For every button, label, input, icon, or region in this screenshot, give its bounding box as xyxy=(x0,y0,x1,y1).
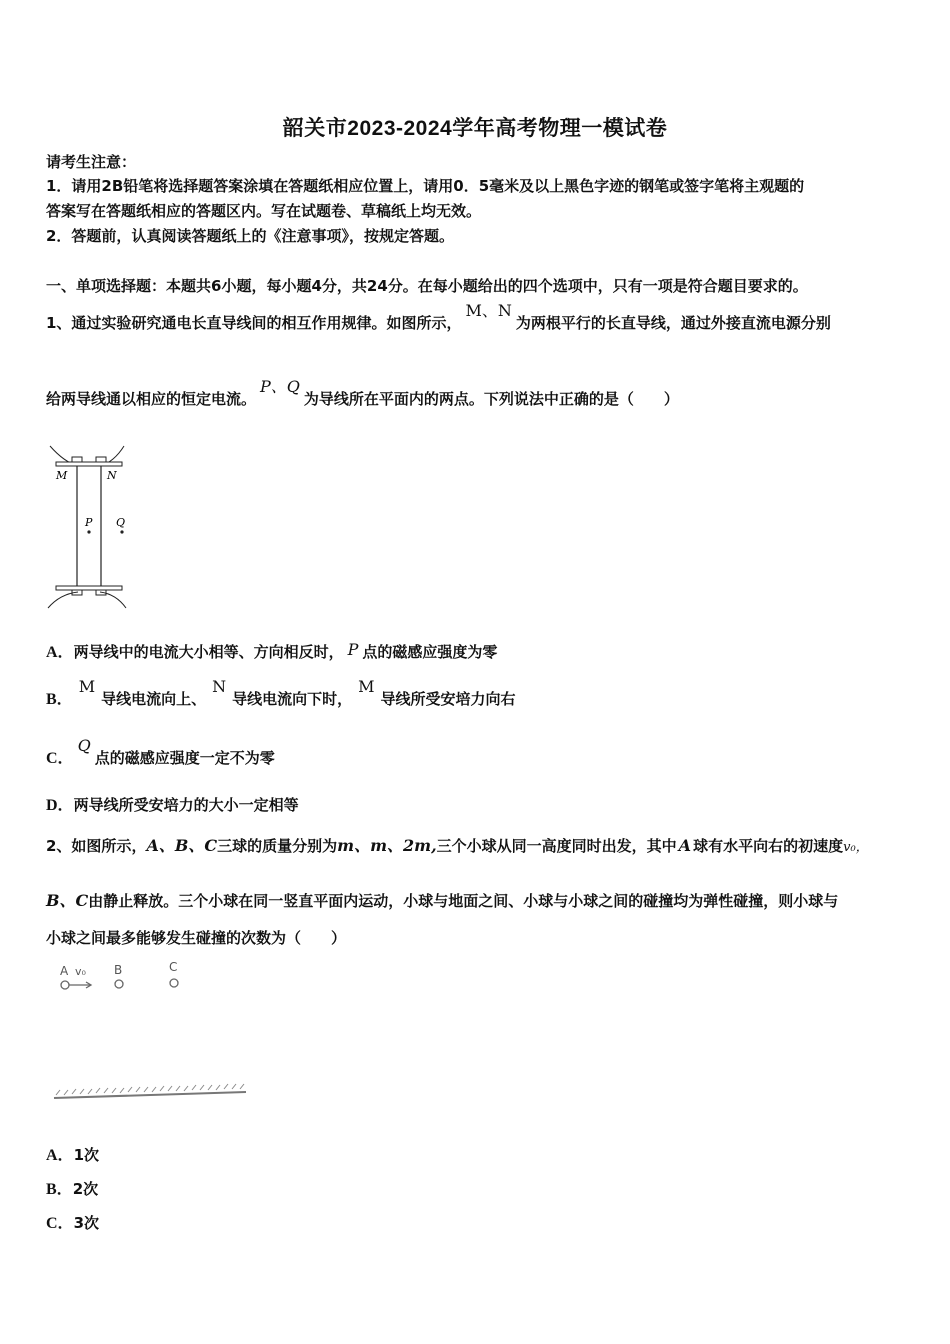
section1-heading: 一、单项选择题：本题共6小题，每小题4分，共24分。在每小题给出的四个选项中，只有一项是符合题目要求的。 xyxy=(46,277,808,295)
notice-item2: 2．答题前，认真阅读答题纸上的《注意事项》，按规定答题。 xyxy=(46,227,454,245)
label-m: M xyxy=(56,469,68,482)
q1-option-d-label: D． xyxy=(46,797,74,814)
q1-option-b-text2: 导线电流向下时， xyxy=(232,690,353,708)
v0-label: v₀ xyxy=(75,965,86,978)
q2-line1-text-a: 2、如图所示， xyxy=(46,837,147,855)
q1-option-b-symbol3: M xyxy=(358,677,375,696)
q1-line2 xyxy=(46,377,679,410)
ball-b-label: B xyxy=(114,963,123,977)
q1-option-c-symbol: Q xyxy=(77,736,91,755)
notice-item1-line1: 1．请用2B铅笔将选择题答案涂填在答题纸相应位置上，请用0．5毫米及以上黑色字迹的钢笔或签字笔将主观题的 xyxy=(46,177,805,195)
q2-option-b-text: 2次 xyxy=(72,1180,99,1198)
top-bar xyxy=(56,462,122,466)
q1-option-b-text1: 导线电流向上、 xyxy=(101,690,207,708)
q2-line1-a-ball: A xyxy=(678,836,692,855)
q1-line1-text-a: 1、通过实验研究通电长直导线间的相互作用规律。如图所示， xyxy=(46,314,462,332)
q1-line1-text-b: 为两根平行的长直导线，通过外接直流电源分别 xyxy=(515,314,831,332)
q2-line1 xyxy=(46,835,869,859)
q1-line2-symbols: P、Q xyxy=(260,377,300,396)
page-title: 韶关市2023-2024学年高考物理一模试卷 xyxy=(282,117,668,140)
q1-option-a-symbol: P xyxy=(347,640,359,659)
point-p-dot xyxy=(87,530,90,533)
point-q-dot xyxy=(120,530,123,533)
q1-option-b-symbol2: N xyxy=(212,677,227,696)
q2-line1-abc: A、B、C xyxy=(146,836,218,855)
q1-option-b-label: B． xyxy=(46,691,73,708)
q1-option-b-symbol1: M xyxy=(78,677,96,696)
notice-item1-line2: 答案写在答题纸相应的答题区内。写在试题卷、草稿纸上均无效。 xyxy=(46,202,482,220)
q2-line3: 小球之间最多能够发生碰撞的次数为（ ） xyxy=(46,929,347,947)
label-q: Q xyxy=(116,516,126,529)
q1-line1 xyxy=(46,301,831,334)
q1-option-a-text1: 两导线中的电流大小相等、方向相反时， xyxy=(73,643,344,661)
q1-option-c-text: 点的磁感应强度一定不为零 xyxy=(94,749,275,767)
q1-option-b[interactable] xyxy=(46,677,516,711)
q1-option-b-text3: 导线所受安培力向右 xyxy=(380,690,516,708)
q2-line1-text-b: 三球的质量分别为 xyxy=(217,837,338,855)
q1-wires-figure xyxy=(40,442,140,612)
q1-option-a-text2: 点的磁感应强度为零 xyxy=(362,643,498,661)
q2-option-a-text: 1次 xyxy=(73,1146,99,1164)
q1-option-d[interactable] xyxy=(46,794,299,817)
q1-option-a-label: A． xyxy=(46,644,74,661)
top-clamp-right xyxy=(96,457,106,462)
q2-balls-figure xyxy=(50,958,260,1108)
q1-option-c[interactable] xyxy=(46,736,275,770)
label-n: N xyxy=(107,469,117,482)
q2-line1-v0: v₀， xyxy=(843,840,869,855)
q2-line1-text-d: 球有水平向右的初速度 xyxy=(693,837,844,855)
q1-option-c-label: C． xyxy=(46,750,74,767)
q2-line2-text: 由静止释放。三个小球在同一竖直平面内运动，小球与地面之间、小球与小球之间的碰撞均为弹性碰撞，则小球与 xyxy=(88,892,839,910)
bottom-bar xyxy=(56,586,122,590)
q2-line1-masses: m、m、2m, xyxy=(337,836,437,855)
label-p: P xyxy=(85,516,93,529)
q2-option-a-label: A． xyxy=(46,1147,74,1164)
ball-a-label: A xyxy=(60,964,69,978)
q1-line1-symbols: M、N xyxy=(465,301,512,320)
q2-option-c-label: C． xyxy=(46,1215,74,1232)
q2-option-a[interactable] xyxy=(46,1144,99,1167)
ball-a xyxy=(61,981,69,989)
ball-b xyxy=(115,980,123,988)
q2-line2-bc: B、C xyxy=(46,891,89,910)
q1-line2-text-b: 为导线所在平面内的两点。下列说法中正确的是（ ） xyxy=(303,390,679,408)
q1-option-a[interactable] xyxy=(46,641,497,664)
q2-option-b-label: B． xyxy=(46,1181,73,1198)
ball-c-label: C xyxy=(169,960,178,974)
q2-option-b[interactable] xyxy=(46,1178,98,1201)
q2-option-c-text: 3次 xyxy=(73,1214,99,1232)
q2-line2 xyxy=(46,890,838,912)
q2-line1-text-c: 三个小球从同一高度同时出发，其中 xyxy=(436,837,677,855)
q1-option-d-text: 两导线所受安培力的大小一定相等 xyxy=(73,796,299,814)
notice-heading: 请考生注意： xyxy=(46,153,137,171)
q1-line2-text-a: 给两导线通以相应的恒定电流。 xyxy=(46,390,257,408)
top-clamp-left xyxy=(72,457,82,462)
q2-option-c[interactable] xyxy=(46,1212,99,1235)
ball-c xyxy=(170,979,178,987)
ground-line xyxy=(54,1092,246,1098)
